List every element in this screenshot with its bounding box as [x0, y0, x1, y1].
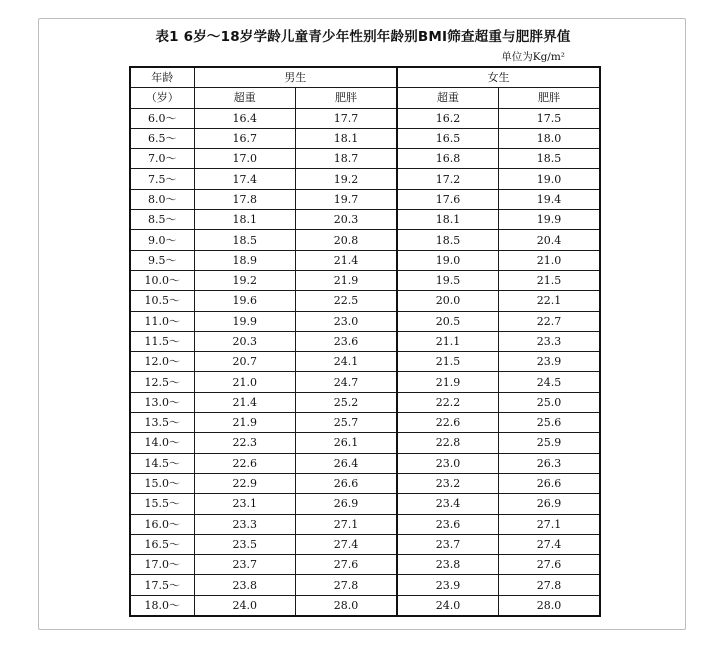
female-obese-cell: 18.0 — [499, 128, 601, 148]
female-obese-cell: 24.5 — [499, 372, 601, 392]
female-obese-cell: 23.3 — [499, 331, 601, 351]
female-obese-cell: 21.5 — [499, 270, 601, 290]
male-obese-cell: 26.1 — [296, 433, 398, 453]
male-obese-cell: 18.7 — [296, 149, 398, 169]
female-overweight-cell: 23.2 — [397, 473, 499, 493]
age-cell: 14.0～ — [130, 433, 194, 453]
female-overweight-cell: 20.5 — [397, 311, 499, 331]
table-row — [130, 169, 600, 189]
age-cell: 6.5～ — [130, 128, 194, 148]
table-row — [130, 189, 600, 209]
female-obese-cell: 25.9 — [499, 433, 601, 453]
table-row — [130, 291, 600, 311]
female-obese-cell: 22.7 — [499, 311, 601, 331]
age-cell: 8.5～ — [130, 210, 194, 230]
female-overweight-cell: 20.0 — [397, 291, 499, 311]
table-row — [130, 250, 600, 270]
age-cell: 9.5～ — [130, 250, 194, 270]
unit-note: 单位为Kg/m² — [501, 51, 565, 63]
male-overweight-cell: 21.0 — [194, 372, 296, 392]
table-row — [130, 555, 600, 575]
female-overweight-cell: 16.2 — [397, 108, 499, 128]
female-obese-cell: 21.0 — [499, 250, 601, 270]
male-overweight-cell: 16.7 — [194, 128, 296, 148]
header-row-2 — [130, 88, 600, 108]
female-obese-cell: 19.9 — [499, 210, 601, 230]
female-overweight-cell: 19.5 — [397, 270, 499, 290]
male-obese-cell: 26.9 — [296, 494, 398, 514]
age-cell: 12.0～ — [130, 352, 194, 372]
female-overweight-cell: 23.8 — [397, 555, 499, 575]
female-overweight-cell: 18.1 — [397, 210, 499, 230]
male-overweight-cell: 18.9 — [194, 250, 296, 270]
female-obese-cell: 19.4 — [499, 189, 601, 209]
age-cell: 18.0～ — [130, 595, 194, 616]
male-obese-cell: 18.1 — [296, 128, 398, 148]
table-row — [130, 149, 600, 169]
age-cell: 11.0～ — [130, 311, 194, 331]
table-row — [130, 494, 600, 514]
age-cell: 13.5～ — [130, 413, 194, 433]
age-cell: 17.5～ — [130, 575, 194, 595]
male-obese-cell: 23.0 — [296, 311, 398, 331]
female-overweight-cell: 21.1 — [397, 331, 499, 351]
female-overweight-cell: 23.4 — [397, 494, 499, 514]
female-overweight-cell: 16.8 — [397, 149, 499, 169]
female-overweight-cell: 17.2 — [397, 169, 499, 189]
male-overweight-cell: 19.6 — [194, 291, 296, 311]
female-overweight-cell: 22.6 — [397, 413, 499, 433]
age-cell: 7.0～ — [130, 149, 194, 169]
male-overweight-cell: 21.4 — [194, 392, 296, 412]
age-cell: 8.0～ — [130, 189, 194, 209]
male-obese-cell: 24.1 — [296, 352, 398, 372]
age-cell: 13.0～ — [130, 392, 194, 412]
female-overweight-cell: 23.7 — [397, 534, 499, 554]
male-header: 男生 — [194, 67, 397, 88]
male-obese-cell: 19.2 — [296, 169, 398, 189]
female-obese-cell: 18.5 — [499, 149, 601, 169]
male-overweight-cell: 18.1 — [194, 210, 296, 230]
male-overweight-cell: 19.9 — [194, 311, 296, 331]
female-overweight-cell: 21.9 — [397, 372, 499, 392]
male-obese-cell: 25.7 — [296, 413, 398, 433]
document-frame — [38, 18, 686, 630]
female-overweight-header: 超重 — [397, 88, 499, 108]
male-obese-cell: 26.4 — [296, 453, 398, 473]
male-overweight-cell: 23.3 — [194, 514, 296, 534]
table-row — [130, 473, 600, 493]
female-obese-cell: 27.6 — [499, 555, 601, 575]
female-overweight-cell: 16.5 — [397, 128, 499, 148]
table-row — [130, 331, 600, 351]
male-obese-cell: 21.9 — [296, 270, 398, 290]
male-obese-cell: 19.7 — [296, 189, 398, 209]
female-overweight-cell: 22.8 — [397, 433, 499, 453]
male-overweight-cell: 19.2 — [194, 270, 296, 290]
female-obese-cell: 17.5 — [499, 108, 601, 128]
male-overweight-cell: 24.0 — [194, 595, 296, 616]
male-obese-cell: 22.5 — [296, 291, 398, 311]
age-cell: 7.5～ — [130, 169, 194, 189]
female-overweight-cell: 21.5 — [397, 352, 499, 372]
female-obese-cell: 22.1 — [499, 291, 601, 311]
male-obese-cell: 20.3 — [296, 210, 398, 230]
female-overweight-cell: 23.9 — [397, 575, 499, 595]
female-obese-cell: 20.4 — [499, 230, 601, 250]
male-obese-cell: 28.0 — [296, 595, 398, 616]
table-row — [130, 311, 600, 331]
male-overweight-cell: 18.5 — [194, 230, 296, 250]
female-obese-cell: 26.9 — [499, 494, 601, 514]
male-obese-cell: 26.6 — [296, 473, 398, 493]
male-overweight-cell: 21.9 — [194, 413, 296, 433]
male-obese-cell: 24.7 — [296, 372, 398, 392]
female-obese-cell: 27.4 — [499, 534, 601, 554]
female-obese-cell: 23.9 — [499, 352, 601, 372]
table-body — [130, 108, 600, 616]
table-row — [130, 433, 600, 453]
table-row — [130, 108, 600, 128]
table-row — [130, 372, 600, 392]
table-row — [130, 514, 600, 534]
female-obese-cell: 27.1 — [499, 514, 601, 534]
male-obese-cell: 27.4 — [296, 534, 398, 554]
age-cell: 9.0～ — [130, 230, 194, 250]
male-obese-header: 肥胖 — [296, 88, 398, 108]
age-cell: 11.5～ — [130, 331, 194, 351]
female-overweight-cell: 18.5 — [397, 230, 499, 250]
table-title: 表1 6岁～18岁学龄儿童青少年性别年龄别BMI筛查超重与肥胖界值 — [155, 29, 571, 45]
female-overweight-cell: 23.6 — [397, 514, 499, 534]
male-overweight-cell: 17.0 — [194, 149, 296, 169]
male-overweight-cell: 23.1 — [194, 494, 296, 514]
male-overweight-cell: 23.5 — [194, 534, 296, 554]
female-overweight-cell: 22.2 — [397, 392, 499, 412]
female-obese-cell: 25.6 — [499, 413, 601, 433]
table-row — [130, 453, 600, 473]
table-row — [130, 413, 600, 433]
female-obese-cell: 28.0 — [499, 595, 601, 616]
female-obese-cell: 26.6 — [499, 473, 601, 493]
female-obese-cell: 26.3 — [499, 453, 601, 473]
male-obese-cell: 27.8 — [296, 575, 398, 595]
female-header: 女生 — [397, 67, 600, 88]
male-overweight-cell: 17.4 — [194, 169, 296, 189]
female-overweight-cell: 23.0 — [397, 453, 499, 473]
age-cell: 12.5～ — [130, 372, 194, 392]
male-obese-cell: 17.7 — [296, 108, 398, 128]
male-obese-cell: 25.2 — [296, 392, 398, 412]
age-cell: 15.5～ — [130, 494, 194, 514]
male-overweight-cell: 22.9 — [194, 473, 296, 493]
female-obese-cell: 27.8 — [499, 575, 601, 595]
male-overweight-cell: 22.3 — [194, 433, 296, 453]
table-row — [130, 352, 600, 372]
female-overweight-cell: 17.6 — [397, 189, 499, 209]
male-obese-cell: 27.1 — [296, 514, 398, 534]
table-row — [130, 230, 600, 250]
male-obese-cell: 20.8 — [296, 230, 398, 250]
age-cell: 16.0～ — [130, 514, 194, 534]
age-header: 年龄 — [130, 67, 194, 88]
male-overweight-cell: 22.6 — [194, 453, 296, 473]
table-row — [130, 595, 600, 616]
table-row — [130, 270, 600, 290]
male-obese-cell: 23.6 — [296, 331, 398, 351]
age-cell: 10.0～ — [130, 270, 194, 290]
table-row — [130, 392, 600, 412]
age-cell: 17.0～ — [130, 555, 194, 575]
age-cell: 6.0～ — [130, 108, 194, 128]
age-cell: 10.5～ — [130, 291, 194, 311]
age-unit-header: （岁） — [130, 88, 194, 108]
age-cell: 14.5～ — [130, 453, 194, 473]
female-obese-header: 肥胖 — [499, 88, 601, 108]
male-obese-cell: 21.4 — [296, 250, 398, 270]
bmi-table — [129, 66, 601, 617]
male-overweight-cell: 23.7 — [194, 555, 296, 575]
male-obese-cell: 27.6 — [296, 555, 398, 575]
age-cell: 15.0～ — [130, 473, 194, 493]
age-cell: 16.5～ — [130, 534, 194, 554]
female-overweight-cell: 19.0 — [397, 250, 499, 270]
male-overweight-cell: 17.8 — [194, 189, 296, 209]
header-row-1 — [130, 67, 600, 88]
table-row — [130, 575, 600, 595]
table-row — [130, 534, 600, 554]
female-overweight-cell: 24.0 — [397, 595, 499, 616]
male-overweight-cell: 23.8 — [194, 575, 296, 595]
female-obese-cell: 19.0 — [499, 169, 601, 189]
male-overweight-cell: 20.7 — [194, 352, 296, 372]
male-overweight-header: 超重 — [194, 88, 296, 108]
table-row — [130, 128, 600, 148]
table-row — [130, 210, 600, 230]
male-overweight-cell: 16.4 — [194, 108, 296, 128]
male-overweight-cell: 20.3 — [194, 331, 296, 351]
female-obese-cell: 25.0 — [499, 392, 601, 412]
